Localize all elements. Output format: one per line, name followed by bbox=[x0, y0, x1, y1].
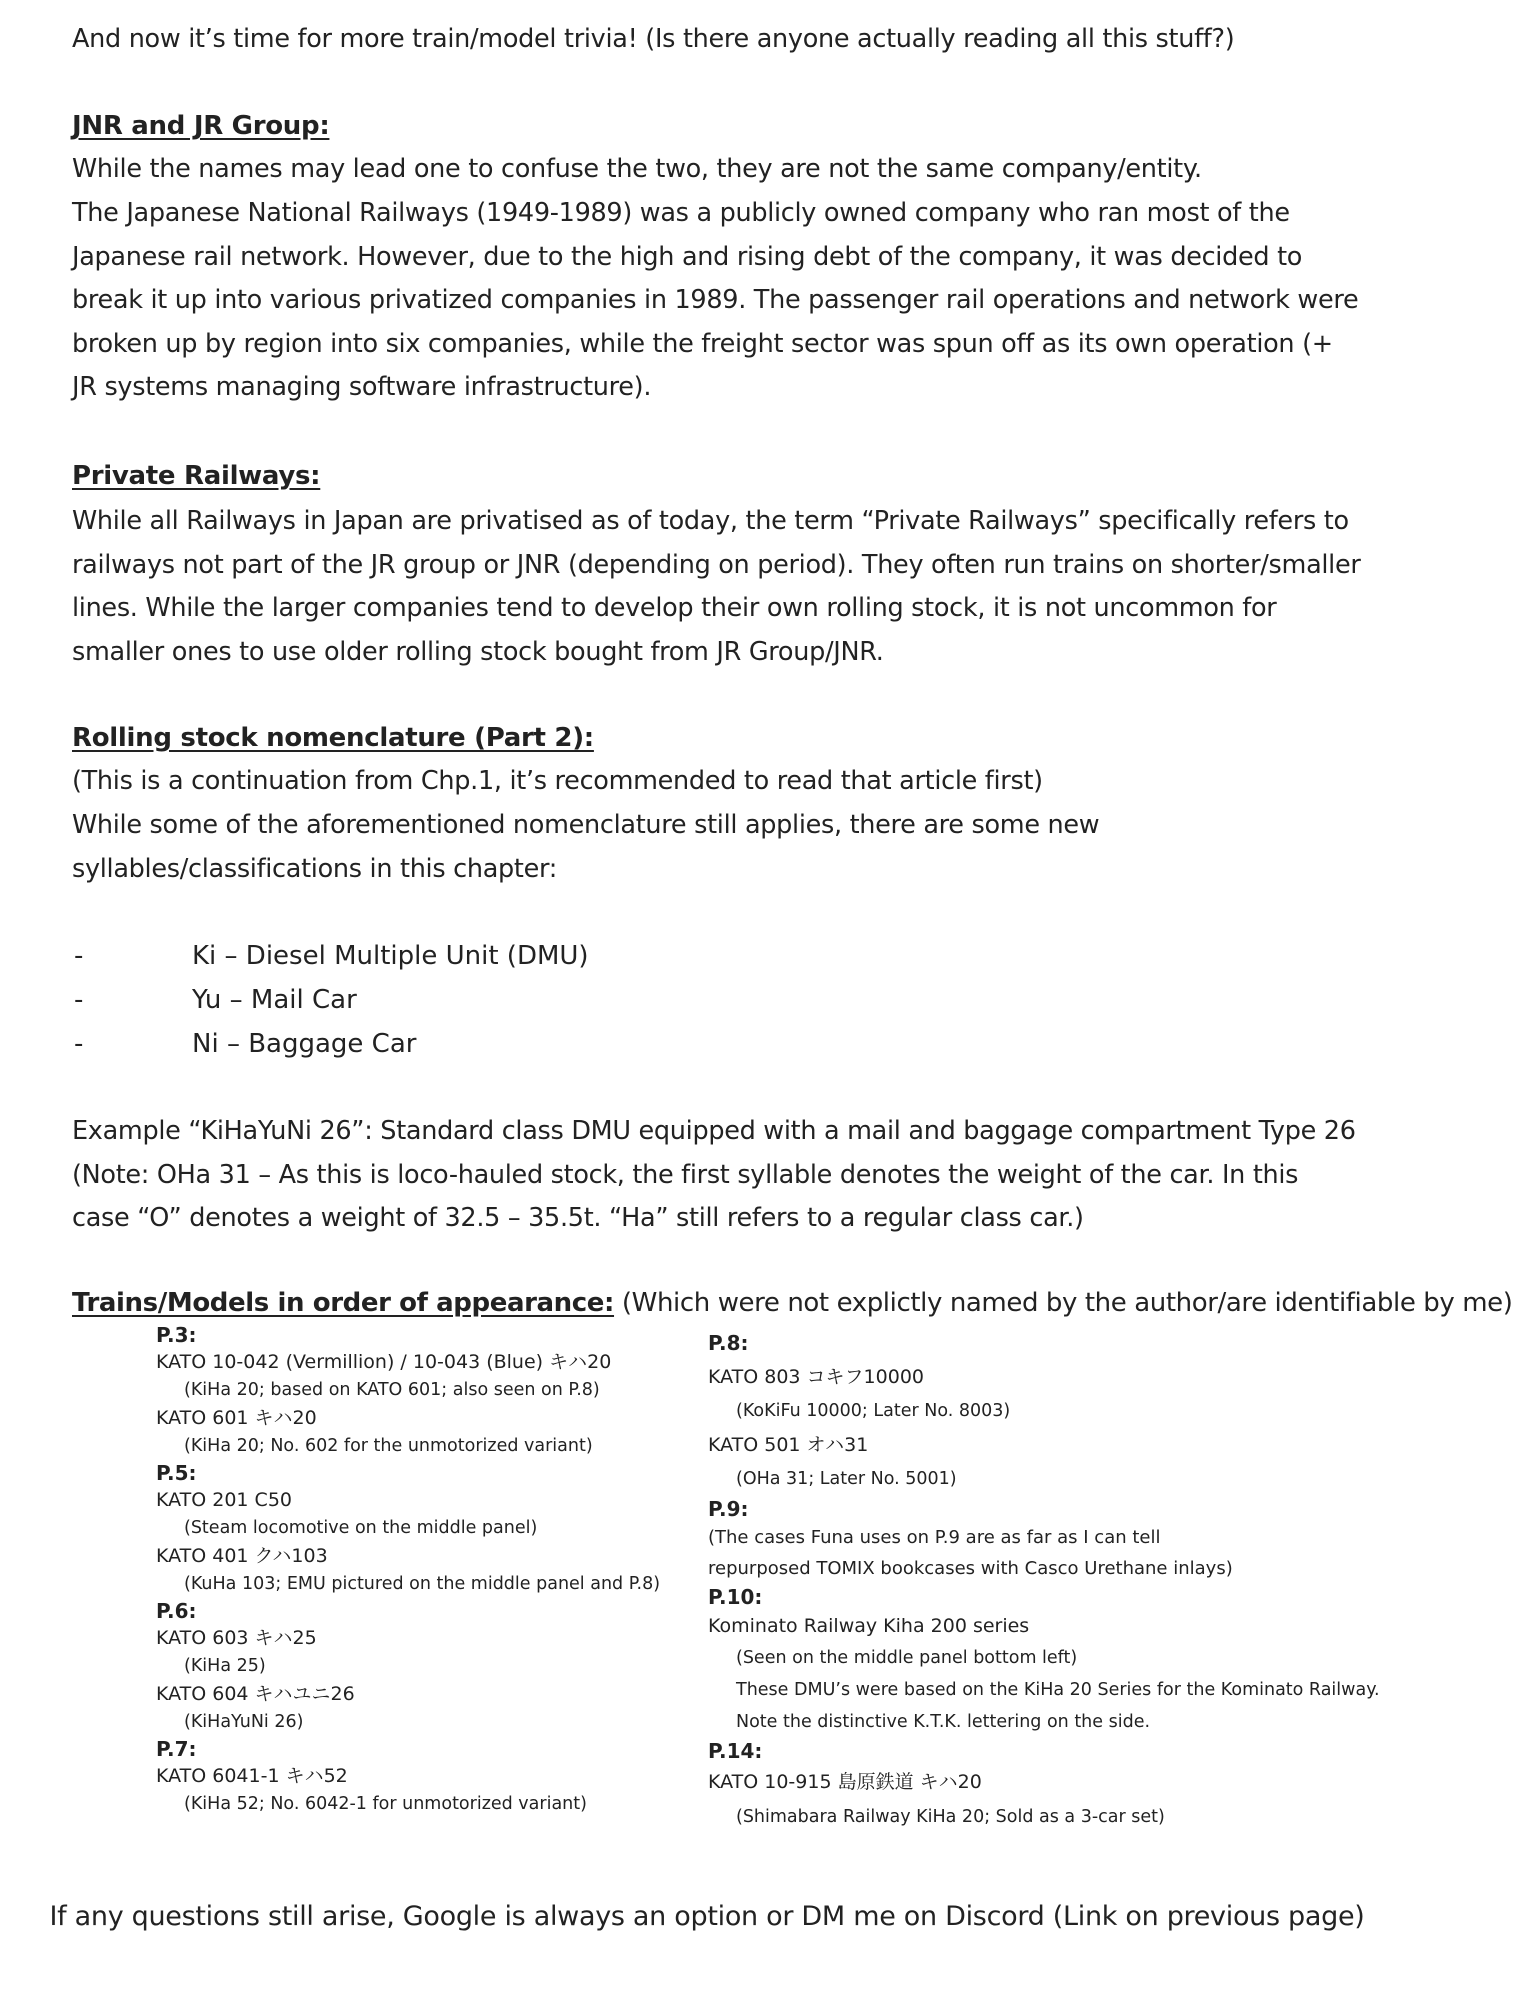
list-item-text: Yu – Mail Car bbox=[192, 985, 357, 1015]
model-note: (KiHa 52; No. 6042-1 for unmotorized variant) bbox=[184, 1794, 587, 1814]
model-note: (OHa 31; Later No. 5001) bbox=[736, 1469, 957, 1489]
example-paragraph: Example “KiHaYuNi 26”: Standard class DMU equipped with a mail and baggage compartment Type 26 (Note: OHa 31 – As this is loco-hauled stock, the first syllable denotes the weight of the car. In this case “O” denotes a weight of 32.5 – 35.5t. “Ha” still refers to a regular class car.) bbox=[72, 1116, 1356, 1233]
trains-left-column bbox=[156, 1322, 696, 1818]
private-paragraph: While all Railways in Japan are privatised as of today, the term “Private Railways” specifically refers to railways not part of the JR group or JNR (depending on period). They often run trains on shorter/smaller lines. While the larger companies tend to develop their own rolling stock, it is not uncommon for smaller ones to use older rolling stock bought from JR Group/JNR. bbox=[72, 506, 1361, 667]
model-line: KATO 501 オハ31 bbox=[708, 1434, 869, 1456]
model-line: KATO 10-042 (Vermillion) / 10-043 (Blue) キハ20 bbox=[156, 1351, 612, 1373]
rolling-heading: Rolling stock nomenclature (Part 2): bbox=[72, 723, 594, 753]
trains-heading bbox=[72, 1283, 1513, 1323]
model-note: (Steam locomotive on the middle panel) bbox=[184, 1518, 538, 1538]
list-item-text: Ki – Diesel Multiple Unit (DMU) bbox=[192, 941, 589, 971]
jnr-paragraph-2: The Japanese National Railways (1949-1989) was a publicly owned company who ran most of the Japanese rail network. However, due to the high and rising debt of the company, it was decided to break it up into various privatized companies in 1989. The passenger rail operations and network were broken up by region into six companies, while the freight sector was spun off as its own operation (+ JR systems managing software infrastructure). bbox=[72, 198, 1359, 402]
model-line: KATO 6041-1 キハ52 bbox=[156, 1765, 348, 1787]
list-item bbox=[72, 934, 672, 978]
model-note: (KoKiFu 10000; Later No. 8003) bbox=[736, 1401, 1011, 1421]
model-note: Note the distinctive K.T.K. lettering on the side. bbox=[736, 1712, 1151, 1732]
jnr-paragraph-1: While the names may lead one to confuse the two, they are not the same company/entity. bbox=[72, 154, 1202, 184]
model-line: KATO 603 キハ25 bbox=[156, 1627, 317, 1649]
model-note: (KuHa 103; EMU pictured on the middle panel and P.8) bbox=[184, 1574, 661, 1594]
rolling-note: (This is a continuation from Chp.1, it’s recommended to read that article first) bbox=[72, 766, 1043, 796]
page-ref-p5: P.5: bbox=[156, 1461, 197, 1485]
page-ref-p8: P.8: bbox=[708, 1331, 749, 1355]
trains-heading-note: (Which were not explictly named by the author/are identifiable by me) bbox=[614, 1288, 1513, 1318]
bullet-mark: - bbox=[74, 985, 84, 1015]
page-ref-p10: P.10: bbox=[708, 1585, 763, 1609]
model-note: These DMU’s were based on the KiHa 20 Series for the Kominato Railway. bbox=[736, 1680, 1380, 1700]
model-line: KATO 601 キハ20 bbox=[156, 1407, 317, 1429]
trains-heading-label: Trains/Models in order of appearance: bbox=[72, 1288, 615, 1318]
list-item bbox=[72, 978, 672, 1022]
footer-text: If any questions still arise, Google is always an option or DM me on Discord (Link on previous page) bbox=[49, 1901, 1365, 1932]
model-line: KATO 401 クハ103 bbox=[156, 1545, 328, 1567]
model-note: (KiHa 25) bbox=[184, 1656, 266, 1676]
p9-note: (The cases Funa uses on P.9 are as far as I can tell repurposed TOMIX bookcases with Casco Urethane inlays) bbox=[708, 1527, 1233, 1579]
rolling-paragraph: While some of the aforementioned nomenclature still applies, there are some new syllables/classifications in this chapter: bbox=[72, 810, 1100, 884]
page-ref-p6: P.6: bbox=[156, 1599, 197, 1623]
bullet-mark: - bbox=[74, 1029, 84, 1059]
model-line: KATO 201 C50 bbox=[156, 1489, 292, 1511]
jnr-heading: JNR and JR Group: bbox=[72, 111, 330, 141]
list-item-text: Ni – Baggage Car bbox=[192, 1029, 417, 1059]
model-note: (Seen on the middle panel bottom left) bbox=[736, 1648, 1078, 1668]
model-line: Kominato Railway Kiha 200 series bbox=[708, 1615, 1030, 1637]
bullet-mark: - bbox=[74, 941, 84, 971]
model-line: KATO 10-915 島原鉄道 キハ20 bbox=[708, 1771, 982, 1793]
list-item bbox=[72, 1022, 672, 1066]
model-line: KATO 803 コキフ10000 bbox=[708, 1366, 924, 1388]
nomenclature-list bbox=[72, 934, 672, 1066]
model-line: KATO 604 キハユニ26 bbox=[156, 1683, 355, 1705]
page-ref-p3: P.3: bbox=[156, 1323, 197, 1347]
model-note: (KiHaYuNi 26) bbox=[184, 1712, 304, 1732]
model-note: (KiHa 20; based on KATO 601; also seen on P.8) bbox=[184, 1380, 600, 1400]
model-note: (Shimabara Railway KiHa 20; Sold as a 3-car set) bbox=[736, 1807, 1165, 1827]
model-note: (KiHa 20; No. 602 for the unmotorized variant) bbox=[184, 1436, 593, 1456]
trains-right-column bbox=[708, 1330, 1380, 1834]
intro-text: And now it’s time for more train/model trivia! (Is there anyone actually reading all this stuff?) bbox=[72, 24, 1235, 54]
page-ref-p7: P.7: bbox=[156, 1737, 197, 1761]
page-ref-p14: P.14: bbox=[708, 1739, 763, 1763]
private-heading: Private Railways: bbox=[72, 461, 321, 491]
page-ref-p9: P.9: bbox=[708, 1497, 749, 1521]
